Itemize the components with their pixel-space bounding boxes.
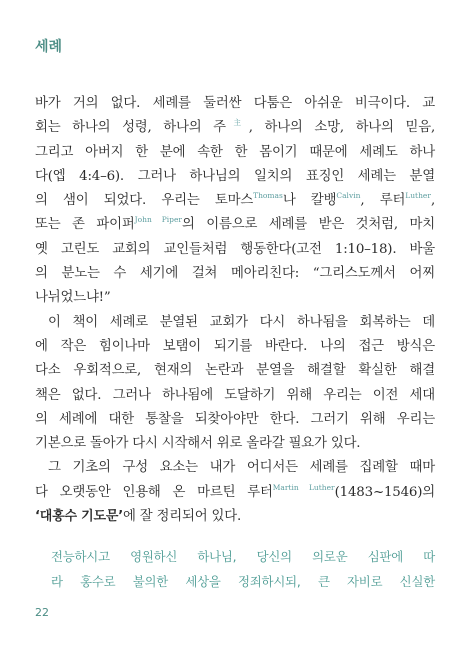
text-segment: , 하나의 소망, 하나의 믿음, xyxy=(248,120,436,136)
text-segment: 다소 우회적으로, 현재의 논란과 분열을 해결할 확실한 해결 xyxy=(35,363,435,379)
text-segment: 나 칼뱅 xyxy=(282,193,337,209)
text-segment: 기본으로 돌아가 다시 시작해서 위로 올라갈 필요가 있다. xyxy=(35,436,361,452)
quote-line: 전능하시고 영원하신 하나님, 당신의 의로운 심판에 따 xyxy=(51,549,435,564)
body-line xyxy=(35,359,435,383)
text-segment: 이 책이 세례로 분열된 교회가 다시 하나됨을 회복하는 데 xyxy=(48,314,435,330)
text-segment: 그리고 아버지 한 분에 속한 한 몸이기 때문에 세례도 하나 xyxy=(35,144,435,160)
text-segment: 회는 하나의 성령, 하나의 주 xyxy=(35,120,226,136)
body-line xyxy=(35,384,435,408)
text-segment: 다(엡 4:4–6). 그러나 하나님의 일치의 표징인 세례는 분열 xyxy=(35,168,435,184)
original-name-gloss: 主 xyxy=(225,118,249,128)
body-line xyxy=(35,213,435,237)
body-line xyxy=(35,141,435,165)
text-segment: 다 오랫동안 인용해 온 마르틴 루터 xyxy=(35,484,273,500)
body-line xyxy=(35,505,435,529)
text-segment: 그 기초의 구성 요소는 내가 어디서든 세례를 집례할 때마 xyxy=(48,460,435,476)
text-segment: (1483~1546)의 xyxy=(334,484,436,500)
body-line xyxy=(35,481,435,505)
text-segment: 의 세례에 대한 통찰을 되찾아야만 한다. 그러기 위해 우리는 xyxy=(35,411,435,427)
text-segment: 옛 고린도 교회의 교인들처럼 행동한다(고전 1:10–18). 바울 xyxy=(35,241,435,257)
body-text xyxy=(35,92,435,529)
text-segment: 의 분노는 수 세기에 걸쳐 메아리친다: “그리스도께서 어찌 xyxy=(35,266,435,282)
running-header: 세례 xyxy=(35,39,63,55)
body-line xyxy=(35,456,435,480)
original-name-gloss: Thomas xyxy=(253,191,283,201)
original-name-gloss: Martin Luther xyxy=(272,482,335,492)
body-line xyxy=(35,335,435,359)
text-segment: 책은 없다. 그러나 하나됨에 도달하기 위해 우리는 이전 세대 xyxy=(35,387,435,403)
body-line xyxy=(35,262,435,286)
text-segment: 에 잘 정리되어 있다. xyxy=(122,509,242,525)
text-segment: , xyxy=(430,193,435,209)
text-segment: 또는 존 파이퍼 xyxy=(35,217,135,233)
body-line xyxy=(35,116,435,140)
original-name-gloss: Calvin xyxy=(336,191,361,201)
text-segment: 바가 거의 없다. 세례를 둘러싼 다툼은 아쉬운 비극이다. 교 xyxy=(35,96,435,111)
body-line xyxy=(35,286,435,310)
body-line xyxy=(35,238,435,262)
original-name-gloss: John Piper xyxy=(134,215,182,225)
body-line xyxy=(35,92,435,116)
emphasized-title: ‘대홍수 기도문’ xyxy=(35,509,123,525)
body-line xyxy=(35,311,435,335)
text-segment: 에 작은 힘이나마 보탬이 되기를 바란다. 나의 접근 방식은 xyxy=(35,338,435,354)
text-segment: 나뉘었느냐!” xyxy=(35,290,111,306)
text-segment: 의 샘이 되었다. 우리는 토마스 xyxy=(35,193,254,209)
body-line xyxy=(35,408,435,432)
text-segment: , 루터 xyxy=(360,193,406,209)
body-line xyxy=(35,189,435,213)
page-number: 22 xyxy=(35,606,49,619)
body-line xyxy=(35,432,435,456)
prayer-quote xyxy=(51,544,435,594)
original-name-gloss: Luther xyxy=(405,191,431,201)
quote-line: 라 홍수로 불의한 세상을 정죄하시되, 큰 자비로 신실한 xyxy=(51,574,435,589)
text-segment: 의 이름으로 세례를 받은 것처럼, 마치 xyxy=(181,217,435,233)
body-line xyxy=(35,165,435,189)
